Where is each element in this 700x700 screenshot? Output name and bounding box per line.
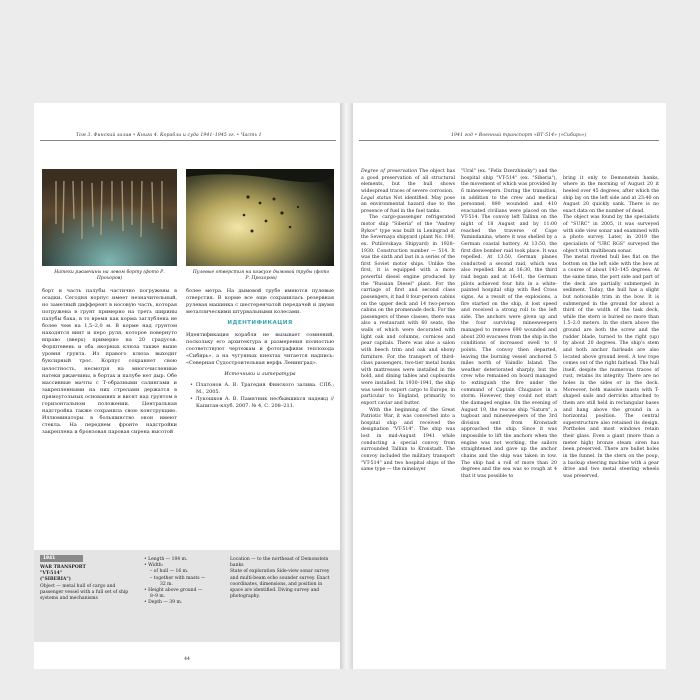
left-running-head: Том 3. Финский залив • Книга 4. Корабли и суда 1941–1945 гг. • Часть 1 (76, 133, 262, 138)
right-paragraph: bring it only to Demonstein banks, where in the morning of August 20 it heeled over 45 degrees, after which the ship lay on the left side and at 23:40 on August 20 quickly sank. There is no exact data on the number of dead. The object was found by the specialists of "SURC" in 2005, it was surveyed with side view sonar and examined with a photo survey. Later, in 2019 the specialists of "URC RGS" surveyed the object with multibeam sonar. The metal riveted hull lies flat on the bottom on the left side with the bow at a course of about 143–145 degrees. At the same time, the port side and part of the deck are partially submerged in sediment. Today, the hull has a slight but noticeable trim in the bow. It is submerged in the ground for about a third of the width of the task deck, while the stern is buried no more than 1.5–2.0 meters. In the stern above the ground are both the screw and the rudder blade, turned to the right (up) by about 20 degrees. The ship's stem and both anchor fairleads are also located above ground level. A tow rope comes out of the right fairlead. The hull itself, despite the numerous traces of rust, retains its integrity. There are no holes in the sides or in the deck. Moreover, both massive masts with T-shaped sails and derricks attached to them are still held in rectangular bases and hang above the ground in a horizontal position. The central superstructure also retained its design. Portholes and most windows retain their glass. Even a giant (more than a meter high) bronze steam siren has been preserved. There are bullet holes in the funnel. In the stern on the poop, a backup steering machine with a gear drive and two metal steering wheels was preserved. (563, 175, 659, 479)
paragraph-text: With the beginning of the Great Patriotic War, it was converted into a hospital ship and received the designation "VT-514". The ship was lost in mid-August 1941 while conducting a special convoy from surrounded Tallinn to Kronstadt. The convoy included the military transport "VT-514" and two hospital ships of the same type — the minelayer (361, 407, 455, 473)
right-paragraph (361, 169, 455, 196)
left-body-column-1 (42, 288, 177, 436)
dimension-line: 32 m. (160, 581, 173, 587)
paragraph-label: Degree of preservation (361, 169, 418, 174)
paragraph-text: Not identified. May pose an environmental hazard due to the presence of fuel in the fuel tanks. (361, 195, 455, 214)
paragraph-text: The object has a good preservation of all structural elements, but the hull shows widespread traces of severe corrosion. (361, 169, 455, 194)
right-running-head: 1941 год • Военный транспорт «ВТ-514» («Сибирь») (451, 133, 587, 138)
info-location-state (230, 557, 334, 600)
paragraph-text: The cargo-passenger refrigerated motor ship "Siberia" of the "Andrey Rykov" type was built in Leningrad at the Severnaya shipyard (plant No. 190, ex. Putilovskaya Shipyard) in 1928–1930. Construction number — 514. It was the sixth and last in a series of the first Soviet motor ships. Unlike the first, it is equipped with a more powerful diesel engine produced by the "Russian Diesel" plant. For the carriage of first and second class passengers, it had 8 four-person cabins on the upper deck and 14 two-person cabins on the promenade deck. For the passengers of these classes, there was also a restaurant with 60 seats, the walls of which were decorated with light oak and columns, cornices and pear capitals. There was also a salon with beech trim and oak and ebony furniture. For the transport of third-class passengers, two-tier metal bunks with mattresses were installed in the hold, and dining tables and cupboards were installed. In 1930–1941, the ship was used to export cargo to Europe, in particular to England, primarily to export caviar and butter. (361, 215, 455, 406)
page-number: 44 (184, 657, 190, 662)
reference-item: • Лукошков А. В. Памятник несбывшихся надежд // Капитан-клуб. 2007. № 4, С. 208–211. (190, 395, 334, 409)
reference-item: • Платонов А. В. Трагедия Финского залива. СПб.; М., 2005. (190, 381, 334, 395)
dimension-line: • Depth — 39 m. (144, 600, 183, 606)
info-object: Object — metal hull of cargo and passenger vessel with a full set of ship systems and mechanisms (40, 583, 129, 602)
right-column-1 (361, 169, 455, 474)
photo-funnel-bullet-holes (186, 169, 334, 266)
info-title-line: WAR TRANSPORT (40, 565, 86, 570)
wreck-info-box (34, 550, 340, 642)
body-paragraph: более метра. На дымовой трубе имеются пулевые отверстия. В корме все еще сохранилась резервная рулевая машинка с шестеренчатой передачей и двумя металлическими штурвальными колесами. (186, 288, 334, 316)
dimension-line: – of hull — 16 m. (150, 569, 189, 575)
body-paragraph: борт и часть палубы частично погружены в осадки. Сегодня корпус имеет незначительный, но заметный дифферент в носовую часть, которая погружена в грунт примерно на треть ширины палубы бака, в то время как корма заглублена не более чем на 1,5–2,0 м. В корме над грунтом находятся винт и перо руля, которое повернуто вправо (вверх) примерно на 20 градусов. Форштевень и оба якорных клюза также выше уровня грунта. Из правого клюза выходит буксирный трос. Корпус сохраняет свою целостность, несмотря на многочисленные натеки ржавчины, в бортах и палубе нет дыр. Обе массивные мачты с Т-образными салингами и закрепленными на них стрелами держатся в прямоугольных основаниях и висят над грунтом в горизонтальном положении. Центральная надстройка также сохранила свою конструкцию. Иллюминаторы в большинство окон имеют стекла. На переднем фронте надстройки закреплена и бронзовая паровая сирена высотой (42, 288, 177, 435)
photo-caption-rust: Натеки ржавчины на левом борту (фото Р. Прохоров) (54, 270, 165, 282)
sources-title: Источники и литература (224, 371, 296, 378)
left-page (34, 103, 340, 669)
info-title-line: "VT-514" (40, 571, 63, 577)
dimension-line: • Width: (144, 563, 164, 569)
info-title-object (40, 565, 140, 602)
info-location: Location — to the northeast of Demonstein banks (230, 557, 329, 569)
info-dimensions (144, 557, 228, 607)
right-paragraph (361, 408, 455, 474)
dimension-line: • Height above ground — (144, 588, 203, 594)
dimension-line: – together with masts — (150, 575, 206, 581)
right-paragraph (361, 215, 455, 407)
right-column-3 (563, 169, 659, 487)
right-column-2 (461, 169, 557, 480)
section-heading-identification: ИДЕНТИФИКАЦИЯ (227, 320, 293, 327)
identification-paragraph: Идентификация корабля не вызывает сомнений, поскольку его архитектура и размерения полностью соответствуют чертежам и фотографиям теплохода «Сибирь», а на чугунных кнехтах читается надпись: «Северная Судостроительная верфь Ленинград». (186, 332, 334, 367)
info-year-badge: 1941 (40, 555, 83, 562)
left-head-rule (40, 140, 336, 141)
right-paragraph (361, 196, 455, 216)
left-body-column-2 (186, 288, 334, 410)
right-page (353, 103, 666, 669)
right-head-rule (359, 140, 659, 141)
right-paragraph: "Ural" (ex. "Felix Dzerzhinsky") and the hospital ship "VT-514" (ex. "Siberia"), the movement of which was provided by 6 minesweepers. During the transition, in addition to the crew and medical personnel, 890 wounded and 410 evacuated civilians were placed on the VT-514. The convoy left Tallinn on the night of 18 August and by 11:00 reached the traverse of Cape Yumindanina, where it was shelled by a German coastal battery. At 13:50, the first dive bomber raid took place. It was repelled. At 13:50, German planes conducted a second raid, which was also repelled. But at 16:30, the third raid began and at 16:41, the German pilots achieved four hits in a white-painted hospital ship with Red Cross signs. As a result of the explosions, a fire started on the ship, it lost speed and received a strong roll to the left side. The anchors were given up and the four surviving minesweepers managed to remove 690 wounded and about 200 evacuees from the ship in the conditions of increased swell to 8 points. The convoy then departed, leaving the burning vessel anchored 5 miles north of Vaindlo Island. The weather deteriorated sharply, but the crew who remained on board managed to extinguish the fire under the command of Captain Chuganov in a storm. However, they could not start the damaged engine. On the evening of August 19, the rescue ship "Saturn", a tugboat and minesweepers of the 3rd division sent from Kronstadt approached the ship. Since it was impossible to lift the anchors when the engine was not working, the sailors straightened and gave up the anchor chains and the ship was taken in tow. The ship had a roll of more than 20 degrees and the sea was so rough at 4 that it was possible to (461, 169, 558, 479)
info-state: State of exploration Side-view sonar survey and multi-beam echo sounder survey. Exact coordinates, dimensions, and position in space are identified. Diving survey and photography. (230, 569, 330, 600)
dimension-line: • Length — 104 m. (144, 557, 188, 562)
photo-caption-funnel: Пулевые отверстия на кожухе дымовой трубы (фото Р. Прохоров) (192, 270, 330, 282)
paragraph-label: Legal status (361, 195, 392, 201)
dimension-line: 8–9 m. (150, 594, 166, 600)
info-title-line: ("SIBERIA") (40, 577, 71, 583)
book-gutter (340, 103, 353, 669)
photo-rust-side (42, 169, 177, 266)
